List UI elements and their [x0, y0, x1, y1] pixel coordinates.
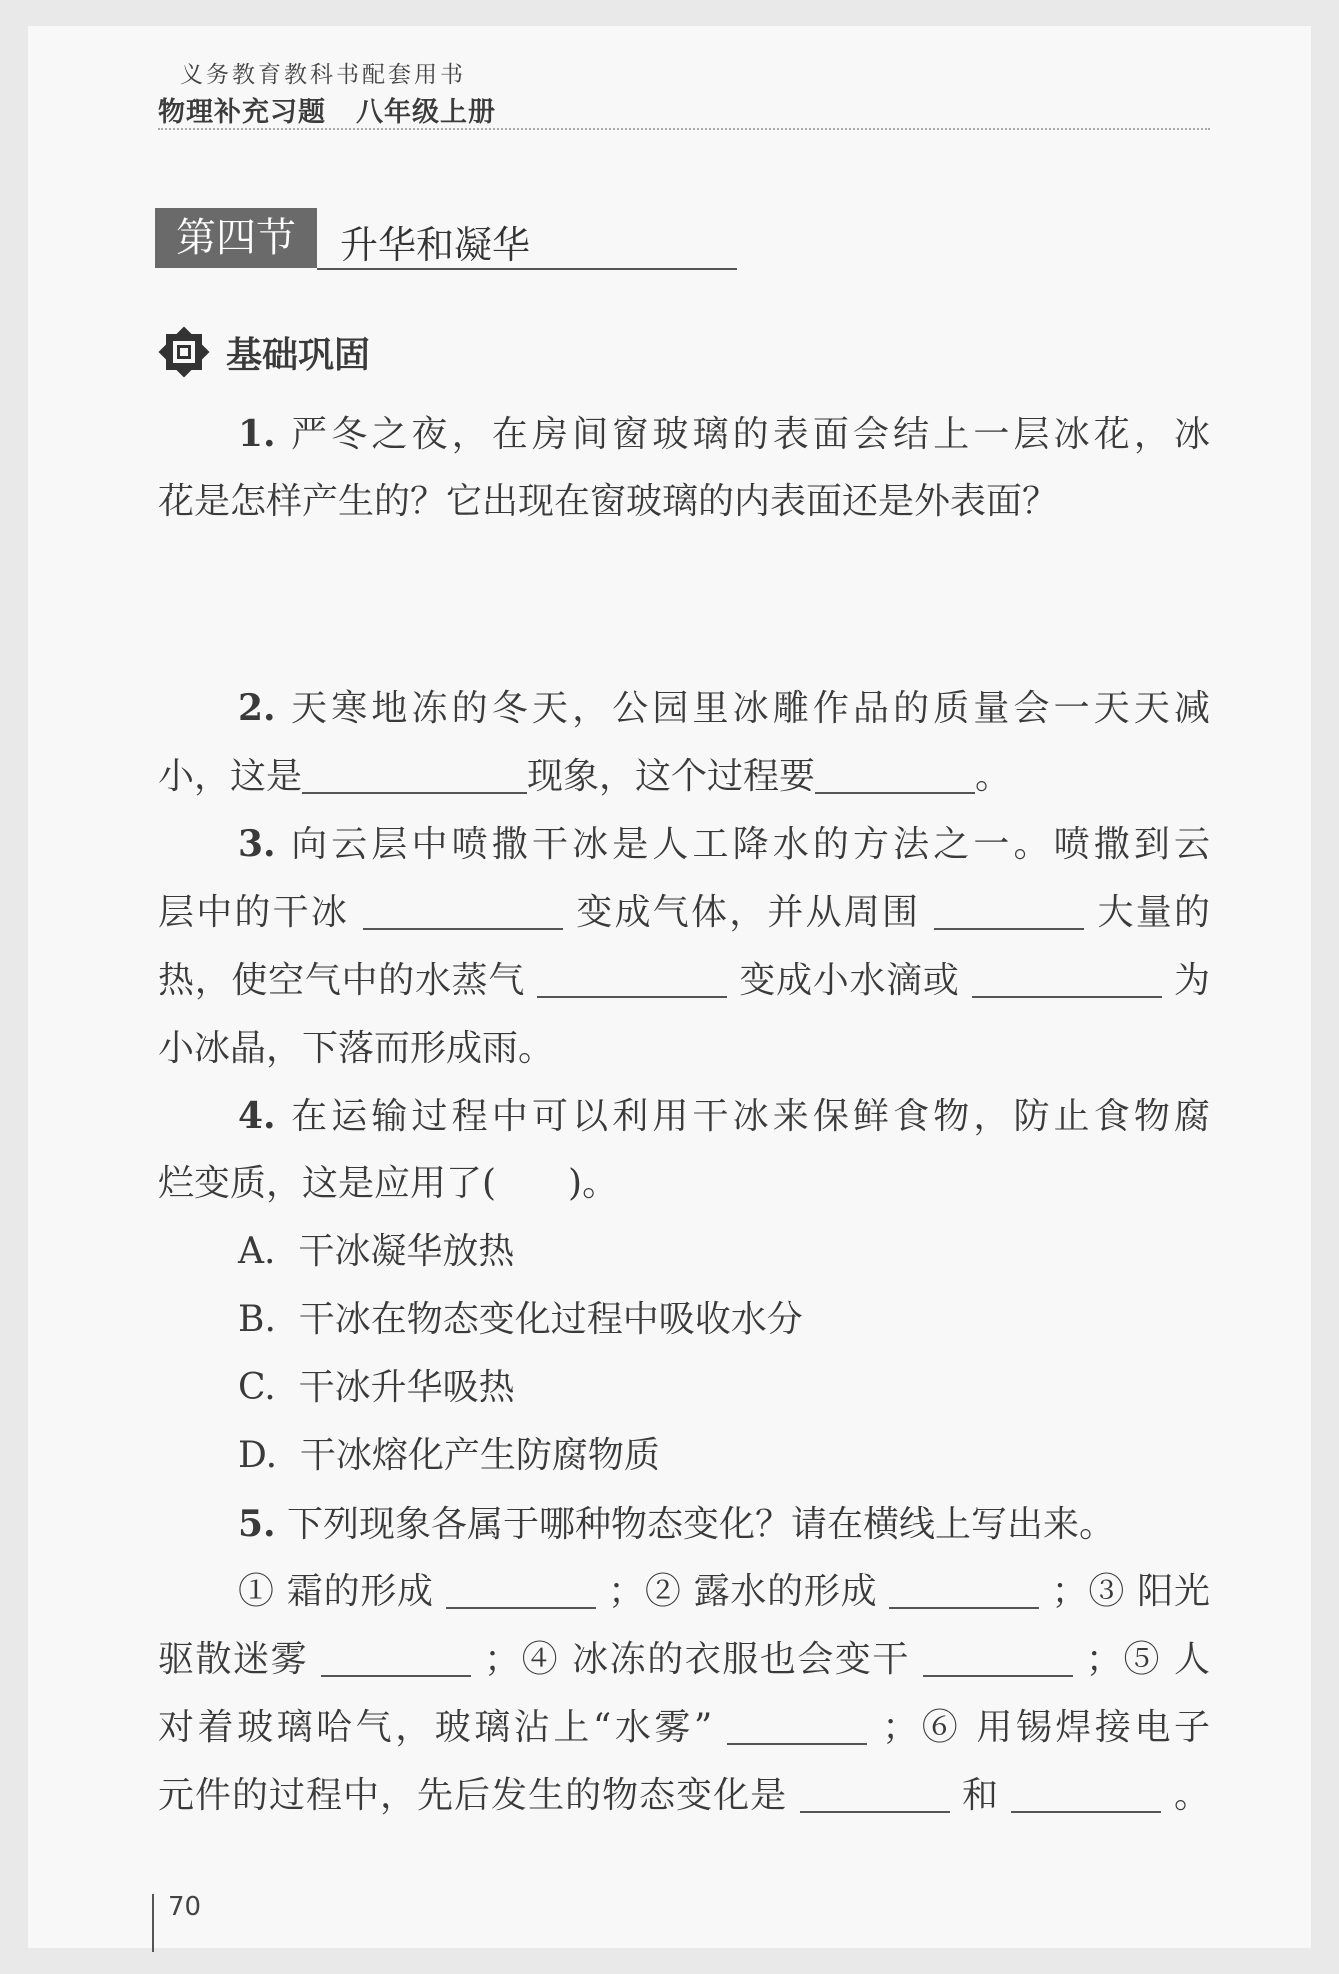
q3-text-1: 向云层中喷撒干冰是人工降水的方法之一。喷撒到云: [291, 824, 1210, 865]
q1-line-2: 花是怎样产生的？它出现在窗玻璃的内表面还是外表面？: [158, 481, 1059, 522]
q2-number: 2.: [238, 687, 276, 729]
q5-text-2c: ；③ 阳光: [1051, 1571, 1210, 1612]
q4-option-d-label: D.: [238, 1435, 278, 1476]
q5-blank-2[interactable]: [889, 1573, 1039, 1609]
series-title: 义务教育教科书配套用书: [180, 62, 466, 88]
q2-line-1: [158, 686, 1210, 731]
q3-text-3b: 变成小水滴或: [739, 960, 960, 1001]
q4-option-b-label: B.: [238, 1299, 276, 1340]
q4-option-d-text: 干冰熔化产生防腐物质: [299, 1435, 660, 1476]
q3-blank-3[interactable]: [537, 962, 727, 998]
q5-text-4a: 对着玻璃哈气，玻璃沾上“水雾”: [158, 1707, 713, 1748]
section-title: 升华和凝华: [340, 223, 531, 267]
q5-blank-4[interactable]: [923, 1641, 1073, 1677]
q2-text-b: 现象，这个过程要: [527, 756, 816, 797]
q4-line-1: [158, 1094, 1210, 1139]
q4-option-c-text: 干冰升华吸热: [298, 1367, 515, 1408]
subsection-title: 基础巩固: [226, 335, 371, 376]
q5-text-5a: 元件的过程中，先后发生的物态变化是: [158, 1775, 788, 1816]
q3-text-3a: 热，使空气中的水蒸气: [158, 960, 526, 1001]
q4-option-b-text: 干冰在物态变化过程中吸收水分: [298, 1299, 803, 1340]
q4-option-a-text: 干冰凝华放热: [298, 1231, 515, 1272]
q5-line-5: [158, 1774, 1210, 1818]
q5-text-2b: ；② 露水的形成: [608, 1571, 878, 1612]
q5-blank-7[interactable]: [1011, 1777, 1161, 1813]
diamond-badge-icon: [156, 324, 212, 380]
q5-text-5c: 。: [1173, 1775, 1210, 1816]
q5-text-3b: ；④ 冰冻的衣服也会变干: [484, 1639, 910, 1680]
q4-option-a[interactable]: [238, 1230, 514, 1274]
q3-text-2c: 大量的: [1097, 892, 1210, 933]
q3-text-2a: 层中的干冰: [158, 892, 350, 933]
q1-number: 1.: [238, 413, 276, 455]
q5-text-1: 下列现象各属于哪种物态变化？请在横线上写出来。: [287, 1504, 1116, 1545]
q3-line-3: [158, 959, 1210, 1003]
q4-option-b[interactable]: [238, 1298, 803, 1342]
q5-blank-3[interactable]: [321, 1641, 471, 1677]
q4-option-d[interactable]: [238, 1434, 660, 1478]
q4-option-c[interactable]: [238, 1366, 515, 1410]
section-underline: [317, 268, 737, 270]
q3-number: 3.: [238, 823, 276, 865]
q5-text-2a: ① 霜的形成: [238, 1571, 434, 1612]
q5-line-1: [158, 1502, 1115, 1547]
q5-text-3a: 驱散迷雾: [158, 1639, 309, 1680]
q2-blank-2[interactable]: [815, 758, 975, 794]
q3-text-3c: 为: [1173, 960, 1210, 1001]
grade-label: 八年级上册: [356, 97, 496, 128]
q5-blank-5[interactable]: [727, 1709, 867, 1745]
q5-blank-1[interactable]: [446, 1573, 596, 1609]
q5-text-3c: ；⑤ 人: [1085, 1639, 1210, 1680]
book-name: 物理补充习题: [158, 97, 326, 128]
page-number: 70: [168, 1892, 202, 1922]
footer-bar: [152, 1894, 154, 1952]
q2-text-a: 小，这是: [158, 756, 303, 797]
q3-blank-4[interactable]: [972, 962, 1162, 998]
q3-blank-2[interactable]: [934, 894, 1084, 930]
q2-text-1: 天寒地冻的冬天，公园里冰雕作品的质量会一天天减: [291, 688, 1210, 729]
q4-line-2: 烂变质，这是应用了( )。: [158, 1163, 619, 1204]
q5-blank-6[interactable]: [800, 1777, 950, 1813]
q4-text-1: 在运输过程中可以利用干冰来保鲜食物，防止食物腐: [291, 1096, 1210, 1137]
q1-line-1: [158, 412, 1210, 457]
q2-text-c: 。: [975, 756, 1012, 797]
q4-number: 4.: [238, 1095, 276, 1137]
q4-option-a-label: A.: [238, 1231, 276, 1272]
q2-line-2: [158, 755, 1011, 799]
q5-line-3: [158, 1638, 1210, 1682]
q3-blank-1[interactable]: [363, 894, 563, 930]
q3-text-2b: 变成气体，并从周围: [576, 892, 921, 933]
q5-line-4: [158, 1706, 1210, 1750]
q3-line-1: [158, 822, 1210, 867]
header-divider: [158, 128, 1210, 130]
q4-option-c-label: C.: [238, 1367, 276, 1408]
q5-line-2: [158, 1570, 1210, 1614]
q3-line-4: 小冰晶，下落而形成雨。: [158, 1028, 555, 1069]
q5-text-5b: 和: [962, 1775, 1000, 1816]
q5-number: 5.: [238, 1503, 276, 1545]
q3-line-2: [158, 891, 1210, 935]
q1-text-1: 严冬之夜，在房间窗玻璃的表面会结上一层冰花，冰: [291, 414, 1210, 455]
q2-blank-1[interactable]: [302, 758, 527, 794]
book-title: [158, 90, 496, 129]
q5-text-4b: ；⑥ 用锡焊接电子: [882, 1707, 1210, 1748]
section-number: 第四节: [155, 208, 317, 268]
